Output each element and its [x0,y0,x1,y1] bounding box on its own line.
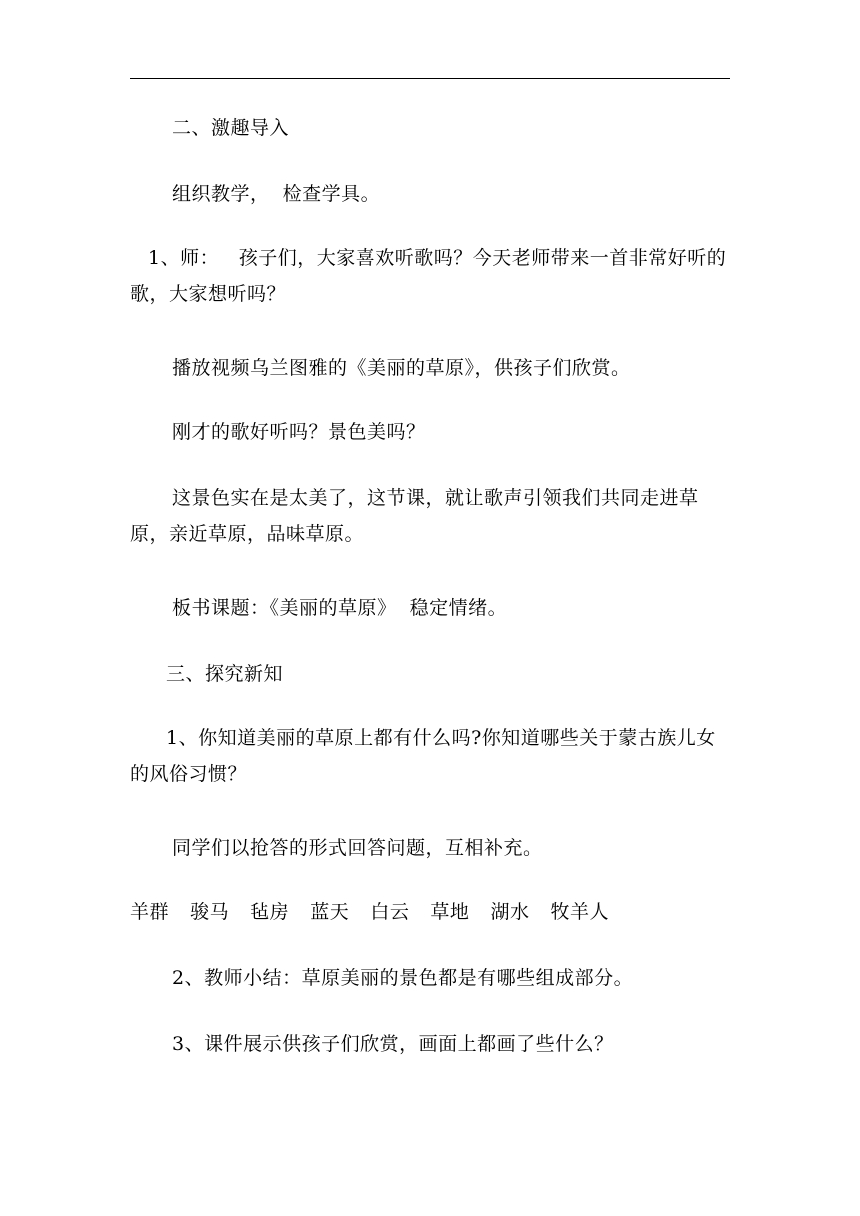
paragraph: 1、你知道美丽的草原上都有什么吗?你知道哪些关于蒙古族儿女的风俗习惯？ [130,727,716,785]
paragraph: 1、师： 孩子们，大家喜欢听歌吗？今天老师带来一首非常好听的歌，大家想听吗？ [130,247,727,305]
paragraph: 刚才的歌好听吗？景色美吗？ [172,421,426,443]
paragraph: 组织教学， 检查学具。 [172,183,381,205]
paragraph: 这景色实在是太美了，这节课，就让歌声引领我们共同走进草原，亲近草原，品味草原。 [130,487,699,545]
section-heading-3: 三、探究新知 [166,663,284,685]
word-list: 羊群 骏马 毡房 蓝天 白云 草地 湖水 牧羊人 [130,901,610,923]
paragraph: 板书课题：《美丽的草原》 稳定情绪。 [172,597,508,619]
header-rule [130,78,730,79]
paragraph: 2、教师小结：草原美丽的景色都是有哪些组成部分。 [172,967,634,989]
paragraph: 播放视频乌兰图雅的《美丽的草原》，供孩子们欣赏。 [172,357,631,379]
section-heading-2: 二、激趣导入 [172,117,290,139]
paragraph: 3、课件展示供孩子们欣赏，画面上都画了些什么？ [172,1033,614,1055]
paragraph: 同学们以抢答的形式回答问题，互相补充。 [172,837,543,859]
